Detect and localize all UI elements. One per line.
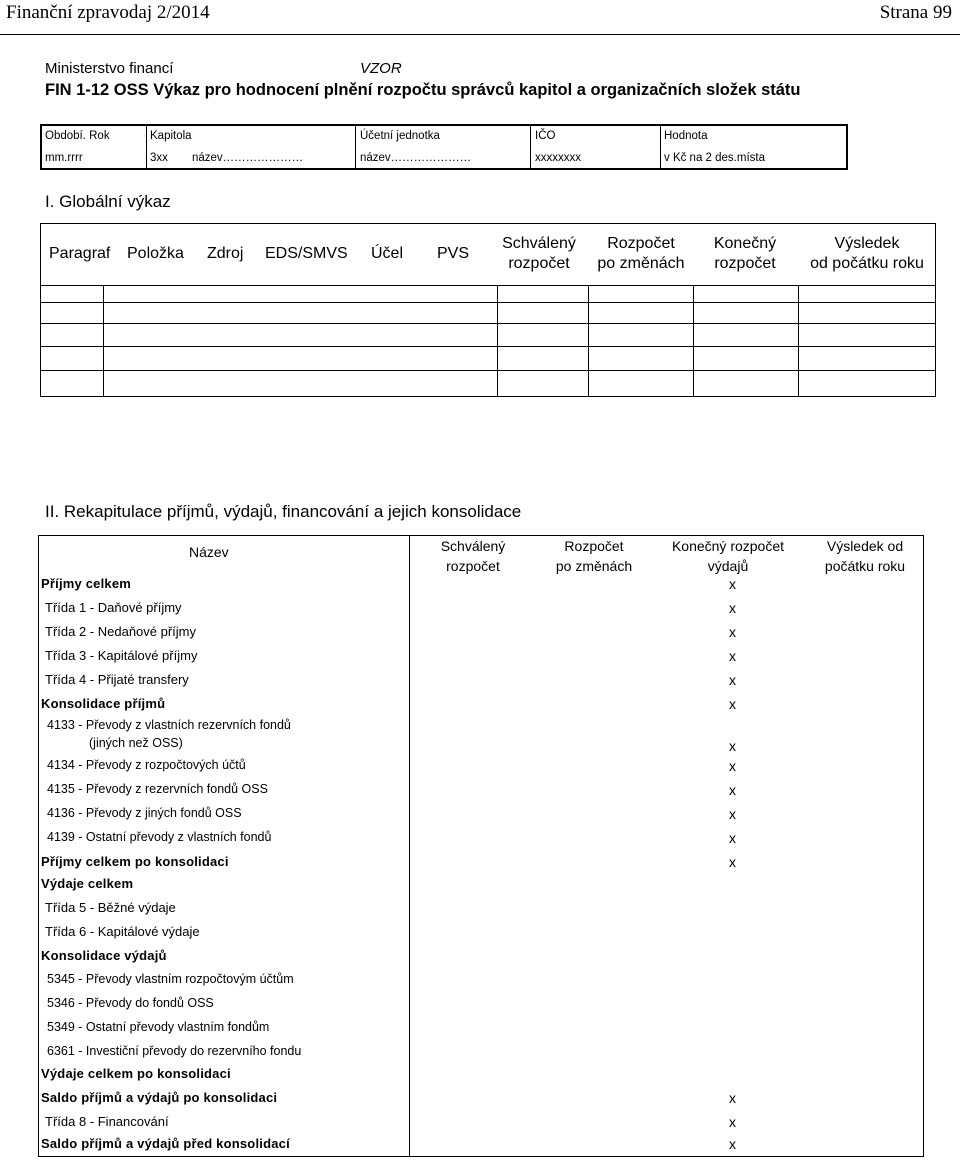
value-period: mm.rrrr bbox=[45, 152, 83, 164]
row-label: Třída 5 - Běžné výdaje bbox=[45, 900, 176, 915]
section-2-title: II. Rekapitulace příjmů, výdajů, financování a jejich konsolidace bbox=[45, 502, 522, 521]
not-applicable-mark: x bbox=[729, 854, 736, 870]
not-applicable-mark: x bbox=[729, 830, 736, 846]
col-divider bbox=[409, 536, 410, 1156]
form-title: FIN 1-12 OSS Výkaz pro hodnocení plnění rozpočtu správců kapitol a organizačních složek státu bbox=[45, 81, 801, 99]
value-chapter-code: 3xx bbox=[150, 152, 168, 164]
col-final: Konečný rozpočet výdajů bbox=[671, 538, 785, 574]
not-applicable-mark: x bbox=[729, 1136, 736, 1152]
row-label: Třída 8 - Financování bbox=[45, 1114, 169, 1129]
recap-table bbox=[38, 535, 924, 1157]
row-label: Saldo příjmů a výdajů po konsolidaci bbox=[41, 1090, 278, 1105]
row-label: Výdaje celkem po konsolidaci bbox=[41, 1066, 231, 1081]
col-polozka: Položka bbox=[127, 245, 184, 262]
col-ucel: Účel bbox=[371, 245, 404, 262]
col-changed: Rozpočet po změnách bbox=[555, 538, 633, 574]
header-rule bbox=[41, 285, 935, 286]
col-final: Konečný rozpočet bbox=[713, 235, 777, 272]
page-number: Strana 99 bbox=[879, 2, 952, 23]
col-changed: Rozpočet po změnách bbox=[597, 235, 685, 272]
section-1-title: I. Globální výkaz bbox=[45, 192, 171, 211]
not-applicable-mark: x bbox=[729, 672, 736, 688]
not-applicable-mark: x bbox=[729, 624, 736, 640]
col-pvs: PVS bbox=[437, 245, 470, 262]
col-divider bbox=[497, 285, 498, 396]
info-divider bbox=[530, 126, 531, 168]
col-result: Výsledek od počátku roku bbox=[810, 235, 924, 272]
row-label: Třída 4 - Přijaté transfery bbox=[45, 672, 189, 687]
not-applicable-mark: x bbox=[729, 600, 736, 616]
col-divider bbox=[693, 285, 694, 396]
row-label-continuation: (jiných než OSS) bbox=[89, 736, 183, 750]
sample-mark: VZOR bbox=[360, 60, 402, 77]
row-label: 5349 - Ostatní převody vlastním fondům bbox=[47, 1020, 270, 1034]
not-applicable-mark: x bbox=[729, 1114, 736, 1130]
header-rule bbox=[0, 34, 960, 35]
col-name: Název bbox=[189, 544, 229, 560]
row-label: Saldo příjmů a výdajů před konsolidací bbox=[41, 1136, 290, 1151]
row-label: Třída 6 - Kapitálové výdaje bbox=[45, 924, 200, 939]
label-period: Období. Rok bbox=[45, 130, 110, 142]
value-ico: xxxxxxxx bbox=[535, 152, 581, 164]
info-box bbox=[40, 124, 848, 170]
row-label: Příjmy celkem po konsolidaci bbox=[41, 854, 229, 869]
not-applicable-mark: x bbox=[729, 738, 736, 754]
col-approved: Schválený rozpočet bbox=[502, 235, 576, 272]
row-label: 4139 - Ostatní převody z vlastních fondů bbox=[47, 830, 272, 844]
row-label: Konsolidace příjmů bbox=[41, 696, 166, 711]
not-applicable-mark: x bbox=[729, 806, 736, 822]
table-row bbox=[41, 323, 935, 324]
col-divider bbox=[588, 285, 589, 396]
table-row bbox=[41, 346, 935, 347]
info-divider bbox=[146, 126, 147, 168]
not-applicable-mark: x bbox=[729, 1090, 736, 1106]
not-applicable-mark: x bbox=[729, 758, 736, 774]
col-paragraf: Paragraf bbox=[49, 245, 111, 262]
table-row bbox=[41, 370, 935, 371]
value-chapter-name: název………………… bbox=[192, 152, 304, 164]
col-divider bbox=[798, 285, 799, 396]
row-label: Konsolidace výdajů bbox=[41, 948, 167, 963]
not-applicable-mark: x bbox=[729, 648, 736, 664]
row-label: Třída 2 - Nedaňové příjmy bbox=[45, 624, 197, 639]
row-label: Příjmy celkem bbox=[41, 576, 132, 591]
row-label: 4134 - Převody z rozpočtových účtů bbox=[47, 758, 246, 772]
row-label: 6361 - Investiční převody do rezervního fondu bbox=[47, 1044, 302, 1058]
not-applicable-mark: x bbox=[729, 576, 736, 592]
ministry-name: Ministerstvo financí bbox=[45, 60, 174, 77]
value-unit-name: název………………… bbox=[360, 152, 472, 164]
global-report-table bbox=[40, 223, 936, 397]
label-value: Hodnota bbox=[664, 130, 708, 142]
row-label: 5345 - Převody vlastním rozpočtovým účtům bbox=[47, 972, 294, 986]
col-approved: Schválený rozpočet bbox=[440, 538, 506, 574]
row-label: Výdaje celkem bbox=[41, 876, 134, 891]
row-label: 4136 - Převody z jiných fondů OSS bbox=[47, 806, 242, 820]
label-unit: Účetní jednotka bbox=[360, 130, 440, 142]
col-eds-smvs: EDS/SMVS bbox=[265, 245, 348, 262]
col-divider bbox=[103, 285, 104, 396]
row-label: 4135 - Převody z rezervních fondů OSS bbox=[47, 782, 268, 796]
not-applicable-mark: x bbox=[729, 696, 736, 712]
row-label: Třída 3 - Kapitálové příjmy bbox=[45, 648, 198, 663]
info-divider bbox=[660, 126, 661, 168]
col-zdroj: Zdroj bbox=[207, 245, 244, 262]
col-result: Výsledek od počátku roku bbox=[824, 538, 906, 574]
journal-title: Finanční zpravodaj 2/2014 bbox=[6, 2, 210, 23]
row-label: 5346 - Převody do fondů OSS bbox=[47, 996, 214, 1010]
not-applicable-mark: x bbox=[729, 782, 736, 798]
label-chapter: Kapitola bbox=[150, 130, 192, 142]
value-unit: v Kč na 2 des.místa bbox=[664, 152, 765, 164]
row-label: Třída 1 - Daňové příjmy bbox=[45, 600, 182, 615]
label-ico: IČO bbox=[535, 130, 556, 142]
row-label: 4133 - Převody z vlastních rezervních fondů bbox=[47, 718, 291, 732]
table-row bbox=[41, 302, 935, 303]
info-divider bbox=[355, 126, 356, 168]
